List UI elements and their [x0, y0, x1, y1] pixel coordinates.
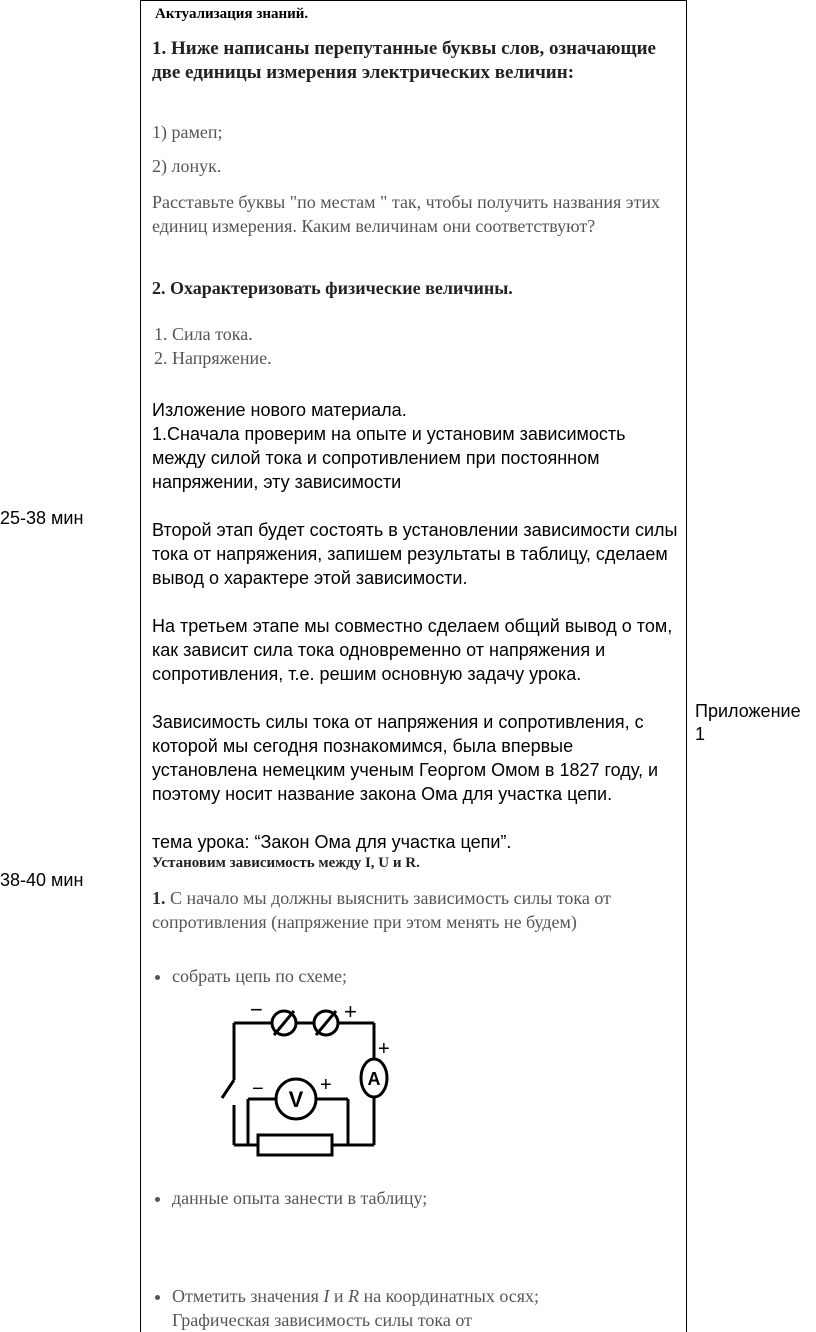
switch: [222, 1080, 234, 1098]
bullet-list-1: [132, 964, 652, 988]
scrambled-word-1: 1) рамеп;: [152, 122, 223, 142]
circuit-diagram: [210, 995, 400, 1165]
paragraph-stage-1: 1.Сначала проверим на опыте и установим зависимость между силой тока и сопротивлением при постоянном напряжении, эту зависимости: [152, 424, 626, 492]
list-item: • собрать цепь по схеме;: [172, 964, 652, 988]
step-number: 1.: [152, 888, 166, 908]
table-border-right: [686, 0, 687, 1332]
voltmeter-minus: −: [252, 1078, 264, 1100]
table-border-top: [140, 0, 686, 1]
bullet3-text-b: на координатных осях;: [359, 1286, 540, 1306]
voltmeter-label: V: [288, 1087, 304, 1112]
list-item: 1. Сила тока.: [172, 322, 272, 346]
time-label-1: 25-38 мин: [0, 508, 84, 528]
question-2-title: 2. Охарактеризовать физические величины.: [152, 278, 513, 298]
question-1-title: 1. Ниже написаны перепутанные буквы слов, означающие две единицы измерения электрических величин:: [152, 38, 656, 83]
paragraph-ohm-history: Зависимость силы тока от напряжения и сопротивления, с которой мы сегодня познакомимся, была впервые установлена немецким ученым Георгом Омом в 1827 году, и поэтому носит название закона Ома для участка цепи.: [152, 712, 659, 804]
bullet-list-3: [132, 1284, 652, 1332]
step-description: С начало мы должны выяснить зависимость силы тока от сопротивления (напряжение при этом менять не будем): [152, 888, 612, 932]
bullet3-text-c: Графическая зависимость силы тока от: [172, 1310, 472, 1330]
symbol-I: I: [323, 1286, 330, 1306]
list-item: [172, 1284, 652, 1332]
scrambled-word-2: 2) лонук.: [152, 156, 222, 176]
lesson-topic: тема урока: “Закон Ома для участка цепи”.: [152, 832, 512, 852]
battery-plus: +: [344, 999, 357, 1024]
ammeter-label: A: [367, 1069, 381, 1089]
symbol-R: R: [348, 1286, 360, 1306]
list-item: 2. Напряжение.: [172, 346, 272, 370]
relationship-heading: Установим зависимость между I, U и R.: [152, 855, 420, 871]
appendix-note: Приложение 1: [695, 701, 801, 744]
new-material-heading: Изложение нового материала.: [152, 400, 407, 420]
ammeter-plus: +: [378, 1038, 390, 1060]
quantities-list: [132, 322, 272, 370]
table-border-left: [140, 0, 141, 1332]
resistor: [258, 1135, 332, 1155]
bullet3-text-a: Отметить значения: [172, 1286, 324, 1306]
paragraph-stage-3: На третьем этапе мы совместно сделаем общий вывод о том, как зависит сила тока одновременно от напряжения и сопротивления, т.е. решим основную задачу урока.: [152, 616, 673, 684]
bullet-list-2: [132, 1186, 652, 1210]
instruction-text: Расставьте буквы "по местам " так, чтобы получить названия этих единиц измерения. Каким величинам они соответствуют?: [152, 192, 660, 236]
voltmeter-plus: +: [320, 1074, 332, 1096]
battery-minus: −: [250, 997, 263, 1022]
bullet3-and: и: [329, 1286, 349, 1306]
paragraph-stage-2: Второй этап будет состоять в установлении зависимости силы тока от напряжения, запишем результаты в таблицу, сделаем вывод о характере этой зависимости.: [152, 520, 678, 588]
list-item: • данные опыта занести в таблицу;: [172, 1186, 652, 1210]
time-label-2: 38-40 мин: [0, 870, 84, 890]
step-1-text: [152, 886, 682, 934]
section-heading: Актуализация знаний.: [155, 6, 309, 22]
